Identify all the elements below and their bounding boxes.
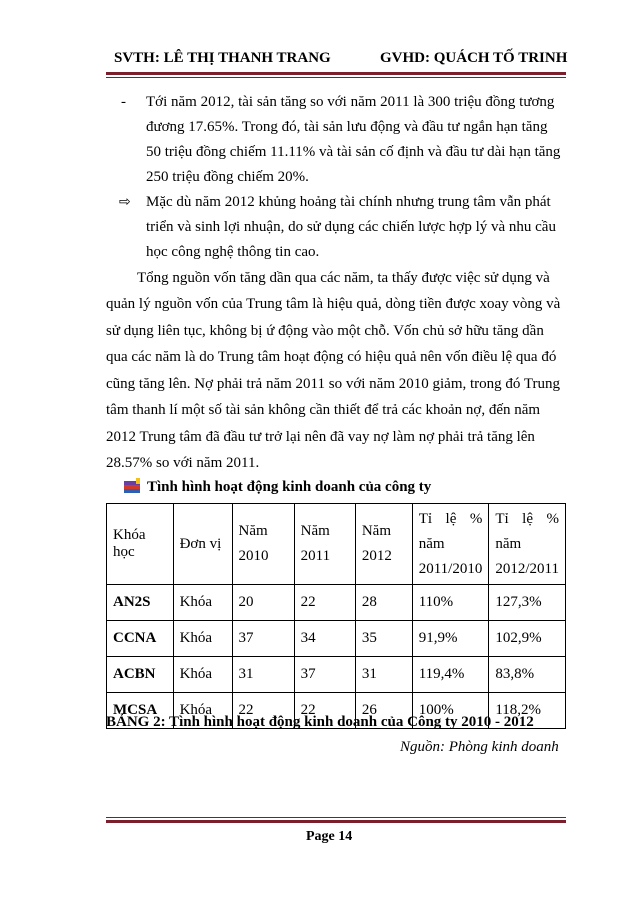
table-row [107,621,566,657]
bullet-line: 50 triệu đồng chiếm 11.11% và tài sản cố định và đầu tư dài hạn tăng [146,144,561,160]
cell-2010: 37 [232,621,294,657]
footer-rule-thin [106,817,566,818]
cell-2012: 26 [355,693,412,729]
cell-unit: Khóa [173,621,232,657]
cell-ratio-2: 102,9% [489,621,566,657]
cell-ratio-1: 110% [412,585,489,621]
paragraph-line: tâm thanh lí một số tài sản không cần thiết để trả các khoản nợ, đến năm [106,402,541,418]
bullet-line: học công nghệ thông tin cao. [146,244,320,260]
cell-unit: Khóa [173,693,232,729]
header-2010: Năm 2010 [232,504,294,585]
cell-ratio-1: 91,9% [412,621,489,657]
paragraph-line: quản lý nguồn vốn của Trung tâm là hiệu quả, dòng tiền được xoay vòng và [106,296,561,312]
cell-2010: 20 [232,585,294,621]
cell-2010: 22 [232,693,294,729]
header-course: Khóa học [107,504,174,585]
cell-2011: 34 [294,621,355,657]
paragraph-line: sử dụng liên tục, không bị ứ động vào một chỗ. Vốn chủ sở hữu tăng dần [106,323,544,339]
cell-ratio-1: 100% [412,693,489,729]
cell-2012: 35 [355,621,412,657]
header-2012: Năm 2012 [355,504,412,585]
section-heading: Tình hình hoạt động kinh doanh của công ty [147,479,432,495]
cell-2011: 22 [294,693,355,729]
cell-2010: 31 [232,657,294,693]
business-table [106,503,566,729]
bullet-line: đương 17.65%. Trong đó, tài sản lưu động và đầu tư ngắn hạn tăng [146,119,548,135]
footer-rule [106,820,566,823]
cell-course: AN2S [107,585,174,621]
bullet-marker: - [121,94,126,110]
cell-2012: 31 [355,657,412,693]
cell-course: MCSA [107,693,174,729]
cell-ratio-2: 118,2% [489,693,566,729]
cell-unit: Khóa [173,657,232,693]
cell-2011: 37 [294,657,355,693]
paragraph-line: 2012 Trung tâm đã đầu tư trở lại nên đã vay nợ làm nợ phải trả tăng lên [106,429,535,445]
cell-course: ACBN [107,657,174,693]
header-ratio-2011-2010: Tỉ lệ % năm 2011/2010 [412,504,489,585]
cell-course: CCNA [107,621,174,657]
cell-ratio-1: 119,4% [412,657,489,693]
bullet-line: Mặc dù năm 2012 khủng hoảng tài chính nhưng trung tâm vẫn phát [146,194,551,210]
arrow-icon: ⇨ [119,194,131,210]
book-icon [123,478,142,501]
cell-unit: Khóa [173,585,232,621]
header-2011: Năm 2011 [294,504,355,585]
paragraph-line: qua các năm là do Trung tâm hoạt động có hiệu quả nên vốn điều lệ qua đó [106,349,557,365]
paragraph-line: cũng tăng lên. Nợ phải trả năm 2011 so với năm 2010 giảm, trong đó Trung [106,376,561,392]
paragraph-line: Tổng nguồn vốn tăng dần qua các năm, ta thấy được việc sử dụng và [137,270,550,286]
cell-ratio-2: 83,8% [489,657,566,693]
cell-2011: 22 [294,585,355,621]
paragraph-line: 28.57% so với năm 2011. [106,455,260,471]
table-row [107,585,566,621]
table-source: Nguồn: Phòng kinh doanh [400,739,559,755]
table-header-row [107,504,566,585]
header-unit: Đơn vị [173,504,232,585]
bullet-line: 250 triệu đồng chiếm 20%. [146,169,309,185]
header-student: SVTH: LÊ THỊ THANH TRANG [114,50,331,66]
table-row [107,657,566,693]
bullet-line: triển và sinh lợi nhuận, do sử dụng các chiến lược hợp lý và nhu cầu [146,219,556,235]
bullet-line: Tới năm 2012, tài sản tăng so với năm 2011 là 300 triệu đồng tương [146,94,555,110]
header-rule-thin [106,77,566,78]
header-ratio-2012-2011: Tỉ lệ % năm 2012/2011 [489,504,566,585]
header-rule [106,72,566,75]
page-number: Page 14 [306,829,353,844]
cell-ratio-2: 127,3% [489,585,566,621]
table-caption: BẢNG 2: Tình hình hoạt động kinh doanh của Công ty 2010 - 2012 [106,714,534,730]
header-advisor: GVHD: QUÁCH TỐ TRINH [380,50,568,66]
cell-2012: 28 [355,585,412,621]
